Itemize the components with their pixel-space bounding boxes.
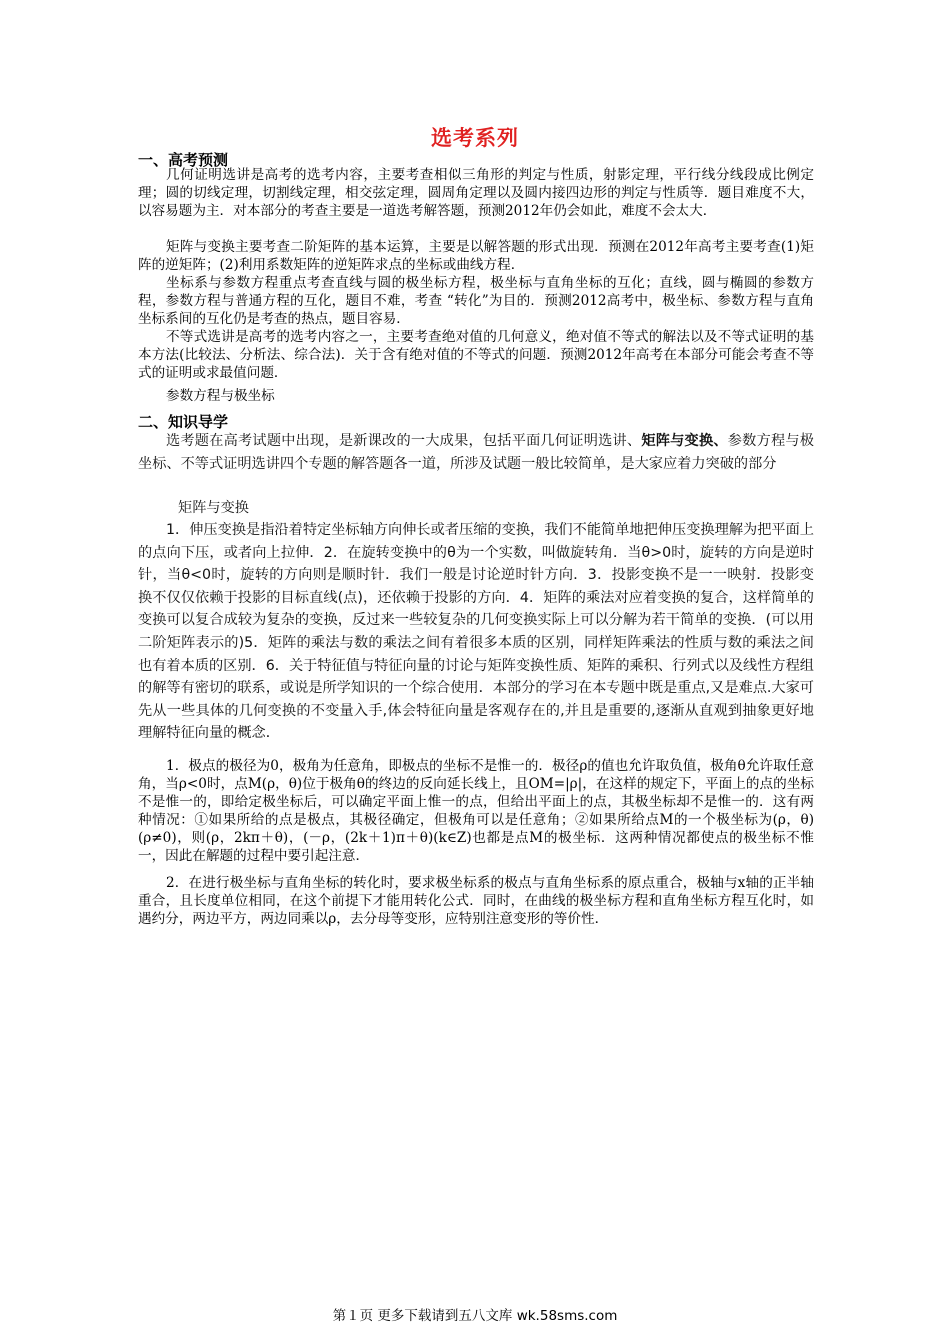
page-footer — [0, 1304, 950, 1324]
section-heading-forecast: 一、高考预测 — [138, 151, 229, 169]
intro-text-a: 选考题在高考试题中出现，是新课改的一大成果，包括平面几何证明选讲、 — [166, 433, 642, 449]
paragraph-matrix-details: 1．伸压变换是指沿着特定坐标轴方向伸长或者压缩的变换，我们不能简单地把伸压变换理解为把平面上的点向下压，或者向上拉伸．2．在旋转变换中的θ为一个实数，叫做旋转角．当θ>0时，旋转的方向是逆时针，当θ<0时，旋转的方向则是顺时针．我们一般是讨论逆时针方向．3．投影变换不是一一映射．投影变换不仅仅依赖于投影的目标直线(点)，还依赖于投影的方向．4．矩阵的乘法对应着变换的复合，这样简单的变换可以复合成较为复杂的变换，反过来一些较复杂的几何变换实际上可以分解为若干简单的变换．(可以用二阶矩阵表示的)5．矩阵的乘法与数的乘法之间有着很多本质的区别，同样矩阵乘法的性质与数的乘法之间也有着本质的区别．6．关于特征值与特征向量的讨论与矩阵变换性质、矩阵的乘积、行列式以及线性方程组的解等有密切的联系，或说是所学知识的一个综合使用．本部分的学习在本专题中既是重点,又是难点.大家可先从一些具体的几何变换的不变量入手,体会特征向量是客观存在的,并且是重要的,逐渐从直观到抽象更好地理解特征向量的概念． — [138, 522, 814, 742]
paragraph-polar-1: 1．极点的极径为0，极角为任意角，即极点的坐标不是惟一的．极径ρ的值也允许取负值，极角θ允许取任意角，当ρ<0时，点M(ρ，θ)位于极角θ的终边的反向延长线上，且OM=|ρ|，在这样的规定下，平面上的点的坐标不是惟一的，即给定极坐标后，可以确定平面上惟一的点，但给出平面上的点，其极坐标却不是惟一的．这有两种情况：①如果所给的点是极点，其极径确定，但极角可以是任意角；②如果所给点M的一个极坐标为(ρ，θ)(ρ≠0)，则(ρ，2kπ＋θ)，(－ρ，(2k＋1)π＋θ)(k∈Z)也都是点M的极坐标．这两种情况都使点的极坐标不惟一，因此在解题的过程中要引起注意． — [138, 758, 814, 864]
paragraph-coordinates: 坐标系与参数方程重点考查直线与圆的极坐标方程，极坐标与直角坐标的互化；直线，圆与椭圆的参数方程，参数方程与普通方程的互化，题目不难，考查 “转化”为目的．预测2012高考中，极坐标、参数方程与直角坐标系间的互化仍是考查的热点，题目容易． — [138, 275, 814, 327]
page-title: 选考系列 — [431, 125, 519, 150]
subheading-matrix-transform: 矩阵与变换 — [178, 500, 249, 516]
section-heading-guide: 二、知识导学 — [138, 413, 229, 431]
intro-bold-text: 矩阵与变换、 — [641, 433, 728, 449]
intro-text-b: 参数方程与极坐标、不等式证明选讲四个专题的解答题各一道，所涉及试题一般比较简单，是大家应着力突破的部分 — [138, 433, 814, 472]
paragraph-matrix: 矩阵与变换主要考查二阶矩阵的基本运算，主要是以解答题的形式出现．预测在2012年高考主要考查(1)矩阵的逆矩阵；(2)利用系数矩阵的逆矩阵求点的坐标或曲线方程． — [138, 239, 814, 273]
paragraph-polar-2: 2．在进行极坐标与直角坐标的转化时，要求极坐标系的极点与直角坐标系的原点重合，极轴与x轴的正半轴重合，且长度单位相同，在这个前提下才能用转化公式．同时，在曲线的极坐标方程和直角坐标方程互化时，如遇约分，两边平方，两边同乘以ρ，去分母等变形，应特别注意变形的等价性． — [138, 875, 814, 927]
footer-link[interactable]: wk.58sms.com — [516, 1308, 618, 1324]
paragraph-intro — [138, 430, 814, 475]
subheading-param-polar: 参数方程与极坐标 — [166, 388, 275, 404]
paragraph-inequality: 不等式选讲是高考的选考内容之一，主要考查绝对值的几何意义，绝对值不等式的解法以及不等式证明的基本方法(比较法、分析法、综合法)．关于含有绝对值的不等式的问题．预测2012年高考在本部分可能会考查不等式的证明或求最值问题． — [138, 329, 814, 381]
footer-text: 第１页 更多下载请到五八文库 — [332, 1308, 513, 1324]
paragraph-geometry: 几何证明选讲是高考的选考内容，主要考查相似三角形的判定与性质，射影定理，平行线分线段成比例定理；圆的切线定理，切割线定理，相交弦定理，圆周角定理以及圆内接四边形的判定与性质等．题目难度不大，以容易题为主．对本部分的考查主要是一道选考解答题，预测2012年仍会如此，难度不会太大． — [138, 167, 814, 219]
